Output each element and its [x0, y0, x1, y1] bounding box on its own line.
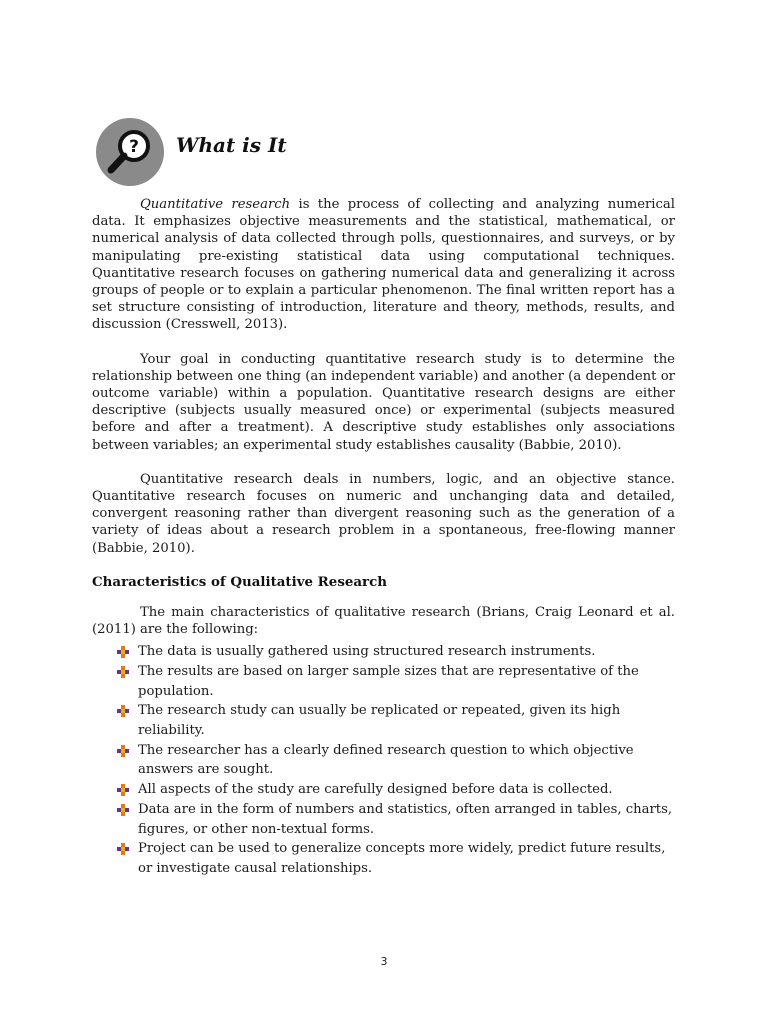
- paragraph-text: is the process of collecting and analyzing numerical data. It emphasizes objective measurements and the statistical, mathematical, or numerical analysis of data collected through polls, questionnaires, and surveys, or by manipulating pre-existing statistical data using computational techniques. Quantitative research focuses on gathering numerical data and generalizing it across groups of people or to explain a particular phenomenon. The final written report has a set structure consisting of introduction, literature and theory, methods, results, and discussion (Cresswell, 2013).: [92, 197, 675, 333]
- list-item: Data are in the form of numbers and statistics, often arranged in tables, charts, figures, or other non-textual forms.: [116, 800, 675, 839]
- paragraph-3: Quantitative research deals in numbers, logic, and an objective stance. Quantitative research focuses on numeric and unchanging data and detailed, convergent reasoning rather than divergent reasoning such as the generation of a variety of ideas about a research problem in a spontaneous, free-flowing manner (Babbie, 2010).: [92, 471, 675, 556]
- paragraph-2: Your goal in conducting quantitative research study is to determine the relationship between one thing (an independent variable) and another (a dependent or outcome variable) within a population. Quantitative research designs are either descriptive (subjects usually measured once) or experimental (subjects measured before and after a treatment). A descriptive study establishes only associations between variables; an experimental study establishes causality (Babbie, 2010).: [92, 351, 675, 453]
- arrow-bullet-icon: [116, 842, 130, 856]
- list-item: The data is usually gathered using structured research instruments.: [116, 642, 675, 662]
- list-item: The researcher has a clearly defined research question to which objective answers are sought.: [116, 741, 675, 780]
- list-item: Project can be used to generalize concepts more widely, predict future results, or investigate causal relationships.: [116, 839, 675, 878]
- arrow-bullet-icon: [116, 744, 130, 758]
- list-item: The research study can usually be replicated or repeated, given its high reliability.: [116, 701, 675, 740]
- arrow-bullet-icon: [116, 803, 130, 817]
- arrow-bullet-icon: [116, 783, 130, 797]
- list-item: The results are based on larger sample sizes that are representative of the population.: [116, 662, 675, 701]
- list-item: All aspects of the study are carefully designed before data is collected.: [116, 780, 675, 800]
- arrow-bullet-icon: [116, 645, 130, 659]
- page-title: What is It: [176, 133, 287, 157]
- arrow-bullet-icon: [116, 704, 130, 718]
- characteristics-list: [92, 642, 675, 878]
- arrow-bullet-icon: [116, 665, 130, 679]
- svg-text:?: ?: [129, 137, 139, 157]
- emphasis-term: Quantitative research: [140, 197, 291, 212]
- page-number: 3: [380, 955, 388, 968]
- question-magnifier-icon: [96, 118, 164, 186]
- section-intro: The main characteristics of qualitative research (Brians, Craig Leonard et al. (2011) are the following:: [92, 604, 675, 638]
- section-heading: Characteristics of Qualitative Research: [92, 573, 387, 590]
- main-content: [92, 196, 675, 879]
- paragraph-1: [92, 196, 675, 334]
